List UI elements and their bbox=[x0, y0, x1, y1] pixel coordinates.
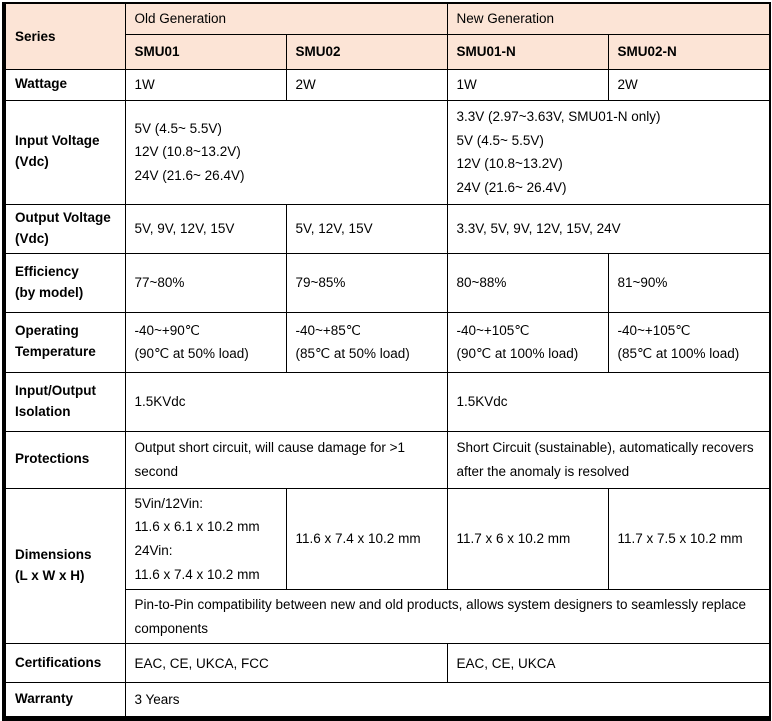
row-wattage bbox=[4, 69, 770, 100]
cell-wattage-smu02: 2W bbox=[286, 69, 447, 100]
cell-certifications-new: EAC, CE, UKCA bbox=[447, 644, 770, 683]
old-generation-header: Old Generation bbox=[125, 3, 447, 34]
row-isolation bbox=[4, 372, 770, 431]
row-efficiency bbox=[4, 253, 770, 312]
efficiency-label-line1: Efficiency bbox=[15, 263, 79, 279]
cell-efficiency-smu01: 77~80% bbox=[125, 253, 286, 312]
optemp-smu01n-derating: (90℃ at 100% load) bbox=[456, 346, 579, 362]
optemp-smu02-range: -40~+85℃ bbox=[295, 322, 361, 338]
cell-wattage-smu01n: 1W bbox=[447, 69, 608, 100]
isolation-label-line1: Input/Output bbox=[15, 382, 96, 398]
cell-isolation-new: 1.5KVdc bbox=[447, 372, 770, 431]
input-voltage-label-line1: Input Voltage bbox=[15, 133, 100, 149]
cell-protections-old: Output short circuit, will cause damage for >1 second bbox=[125, 431, 447, 488]
wattage-label: Wattage bbox=[4, 69, 125, 100]
dimensions-smu01-line2: 11.6 x 6.1 x 10.2 mm bbox=[134, 519, 260, 535]
cell-output-voltage-new: 3.3V, 5V, 9V, 12V, 15V, 24V bbox=[447, 204, 770, 253]
row-output-voltage bbox=[4, 204, 770, 253]
input-voltage-old-line2: 12V (10.8~13.2V) bbox=[134, 144, 241, 160]
dimensions-label-line1: Dimensions bbox=[15, 547, 92, 563]
output-voltage-label bbox=[4, 204, 125, 253]
input-voltage-label bbox=[4, 100, 125, 204]
output-voltage-label-line2: (Vdc) bbox=[15, 230, 49, 246]
model-header-smu01: SMU01 bbox=[125, 34, 286, 69]
cell-input-voltage-new bbox=[447, 100, 770, 204]
output-voltage-label-line1: Output Voltage bbox=[15, 209, 111, 225]
input-voltage-new-line4: 24V (21.6~ 26.4V) bbox=[456, 179, 567, 195]
input-voltage-new-line2: 5V (4.5~ 5.5V) bbox=[456, 132, 544, 148]
series-header-cell: Series bbox=[4, 3, 125, 69]
optemp-smu01-derating: (90℃ at 50% load) bbox=[134, 346, 249, 362]
input-voltage-old-line3: 24V (21.6~ 26.4V) bbox=[134, 167, 245, 183]
input-voltage-new-line1: 3.3V (2.97~3.63V, SMU01-N only) bbox=[456, 108, 661, 124]
operating-temperature-label bbox=[4, 312, 125, 372]
row-input-voltage bbox=[4, 100, 770, 204]
dimensions-smu01-line3: 24Vin: bbox=[134, 542, 173, 558]
operating-temperature-label-line2: Temperature bbox=[15, 344, 96, 360]
spec-table bbox=[2, 2, 771, 721]
cell-warranty: 3 Years bbox=[125, 683, 770, 719]
operating-temperature-label-line1: Operating bbox=[15, 323, 79, 339]
input-voltage-old-line1: 5V (4.5~ 5.5V) bbox=[134, 120, 222, 136]
optemp-smu01-range: -40~+90℃ bbox=[134, 322, 200, 338]
cell-optemp-smu02n bbox=[608, 312, 770, 372]
model-header-smu02n: SMU02-N bbox=[608, 34, 770, 69]
input-voltage-new-line3: 12V (10.8~13.2V) bbox=[456, 156, 563, 172]
row-warranty bbox=[4, 683, 770, 719]
input-voltage-label-line2: (Vdc) bbox=[15, 154, 49, 170]
cell-output-voltage-smu01: 5V, 9V, 12V, 15V bbox=[125, 204, 286, 253]
cell-dimensions-smu01n: 11.7 x 6 x 10.2 mm bbox=[447, 488, 608, 590]
cell-efficiency-smu02n: 81~90% bbox=[608, 253, 770, 312]
warranty-label: Warranty bbox=[4, 683, 125, 719]
cell-efficiency-smu01n: 80~88% bbox=[447, 253, 608, 312]
cell-output-voltage-smu02: 5V, 12V, 15V bbox=[286, 204, 447, 253]
dimensions-label bbox=[4, 488, 125, 644]
isolation-label-line2: Isolation bbox=[15, 403, 71, 419]
cell-optemp-smu02 bbox=[286, 312, 447, 372]
dimensions-smu01-line4: 11.6 x 7.4 x 10.2 mm bbox=[134, 566, 260, 582]
optemp-smu02n-derating: (85℃ at 100% load) bbox=[617, 346, 740, 362]
cell-optemp-smu01 bbox=[125, 312, 286, 372]
dimensions-label-line2: (L x W x H) bbox=[15, 568, 85, 583]
cell-dimensions-smu02n: 11.7 x 7.5 x 10.2 mm bbox=[608, 488, 770, 590]
cell-wattage-smu02n: 2W bbox=[608, 69, 770, 100]
cell-dimensions-note: Pin-to-Pin compatibility between new and old products, allows system designers to seamlessly replace components bbox=[125, 590, 770, 644]
cell-certifications-old: EAC, CE, UKCA, FCC bbox=[125, 644, 447, 683]
row-protections bbox=[4, 431, 770, 488]
cell-optemp-smu01n bbox=[447, 312, 608, 372]
dimensions-smu01-line1: 5Vin/12Vin: bbox=[134, 495, 204, 511]
row-operating-temperature bbox=[4, 312, 770, 372]
protections-label: Protections bbox=[4, 431, 125, 488]
row-certifications bbox=[4, 644, 770, 683]
model-header-smu02: SMU02 bbox=[286, 34, 447, 69]
certifications-label: Certifications bbox=[4, 644, 125, 683]
isolation-label bbox=[4, 372, 125, 431]
new-generation-header: New Generation bbox=[447, 3, 770, 34]
row-dimensions bbox=[4, 488, 770, 590]
cell-protections-new: Short Circuit (sustainable), automatically recovers after the anomaly is resolved bbox=[447, 431, 770, 488]
cell-dimensions-smu02: 11.6 x 7.4 x 10.2 mm bbox=[286, 488, 447, 590]
optemp-smu02-derating: (85℃ at 50% load) bbox=[295, 346, 410, 362]
header-row-groups bbox=[4, 3, 770, 34]
efficiency-label bbox=[4, 253, 125, 312]
cell-wattage-smu01: 1W bbox=[125, 69, 286, 100]
cell-input-voltage-old bbox=[125, 100, 447, 204]
model-header-smu01n: SMU01-N bbox=[447, 34, 608, 69]
optemp-smu02n-range: -40~+105℃ bbox=[617, 322, 691, 338]
cell-efficiency-smu02: 79~85% bbox=[286, 253, 447, 312]
optemp-smu01n-range: -40~+105℃ bbox=[456, 322, 530, 338]
efficiency-label-line2: (by model) bbox=[15, 284, 84, 300]
cell-dimensions-smu01 bbox=[125, 488, 286, 590]
cell-isolation-old: 1.5KVdc bbox=[125, 372, 447, 431]
